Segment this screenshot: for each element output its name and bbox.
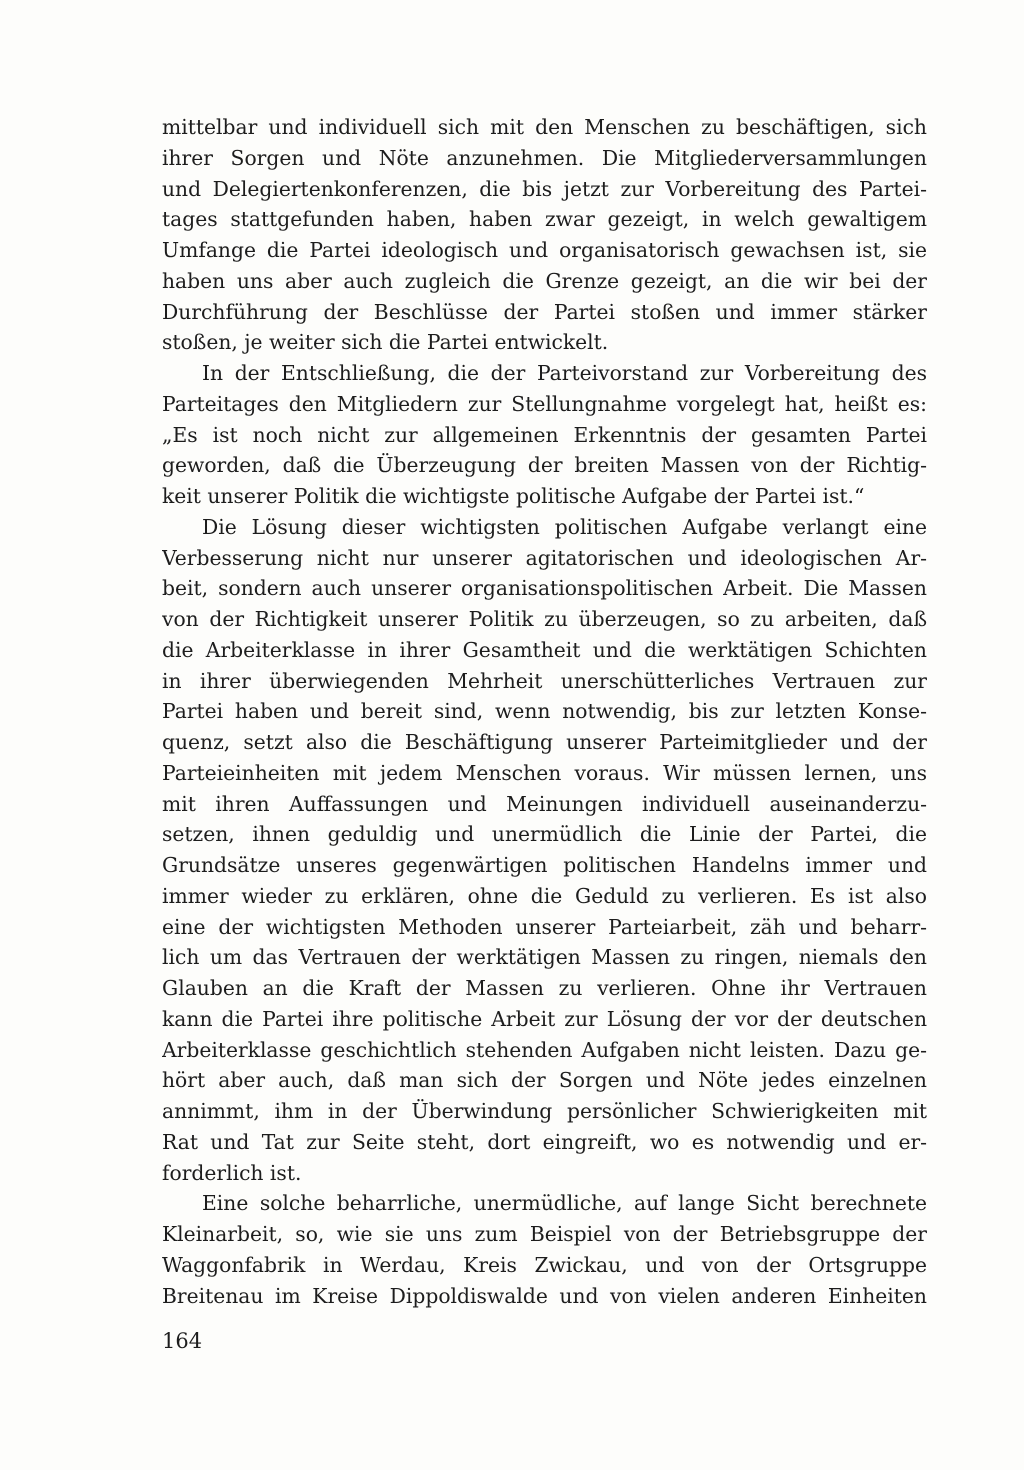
text-line: quenz, setzt also die Beschäftigung unserer Parteimitglieder und der [162, 730, 927, 754]
body-text [162, 112, 927, 1311]
text-line: „Es ist noch nicht zur allgemeinen Erkenntnis der gesamten Partei [162, 422, 927, 447]
text-line: von der Richtigkeit unserer Politik zu überzeugen, so zu arbeiten, daß [162, 607, 927, 631]
text-line: geworden, daß die Überzeugung der breiten Massen von der Richtig- [162, 453, 927, 478]
text-line: kann die Partei ihre politische Arbeit zur Lösung der vor der deutschen [162, 1006, 927, 1031]
text-line: lich um das Vertrauen der werktätigen Massen zu ringen, niemals den [162, 945, 927, 970]
text-line: stoßen, je weiter sich die Partei entwickelt. [162, 330, 609, 355]
text-line: haben uns aber auch zugleich die Grenze gezeigt, an die wir bei der [162, 268, 927, 293]
text-line: Breitenau im Kreise Dippoldiswalde und von vielen anderen Einheiten [162, 1283, 927, 1308]
text-line: Arbeiterklasse geschichtlich stehenden Aufgaben nicht leisten. Dazu ge- [162, 1037, 927, 1062]
text-line: eine der wichtigsten Methoden unserer Parteiarbeit, zäh und beharr- [162, 914, 927, 939]
text-line: keit unserer Politik die wichtigste politische Aufgabe der Partei ist.“ [162, 484, 865, 508]
text-line: Parteitages den Mitgliedern zur Stellungnahme vorgelegt hat, heißt es: [162, 391, 927, 416]
text-line: setzen, ihnen geduldig und unermüdlich die Linie der Partei, die [162, 822, 927, 847]
text-line: Rat und Tat zur Seite steht, dort eingreift, wo es notwendig und er- [162, 1129, 927, 1154]
text-line: Die Lösung dieser wichtigsten politischen Aufgabe verlangt eine [202, 514, 927, 539]
text-line: forderlich ist. [162, 1160, 302, 1185]
text-line: Kleinarbeit, so, wie sie uns zum Beispiel von der Betriebsgruppe der [162, 1222, 927, 1246]
paragraph [162, 112, 927, 358]
text-line: immer wieder zu erklären, ohne die Geduld zu verlieren. Es ist also [162, 883, 927, 908]
text-line: in ihrer überwiegenden Mehrheit unerschütterliches Vertrauen zur [162, 668, 927, 693]
text-line: annimmt, ihm in der Überwindung persönlicher Schwierigkeiten mit [162, 1099, 927, 1123]
text-line: mit ihren Auffassungen und Meinungen individuell auseinanderzu- [162, 791, 927, 816]
text-line: und Delegiertenkonferenzen, die bis jetzt zur Vorbereitung des Partei- [162, 176, 927, 201]
text-line: Umfange die Partei ideologisch und organisatorisch gewachsen ist, sie [162, 238, 927, 262]
text-line: Durchführung der Beschlüsse der Partei stoßen und immer stärker [162, 299, 927, 324]
text-line: Verbesserung nicht nur unserer agitatorischen und ideologischen Ar- [162, 545, 927, 570]
text-line: ihrer Sorgen und Nöte anzunehmen. Die Mitgliederversammlungen [162, 145, 927, 170]
paragraph [162, 512, 927, 1189]
text-line: mittelbar und individuell sich mit den Menschen zu beschäftigen, sich [162, 115, 927, 139]
text-line: Waggonfabrik in Werdau, Kreis Zwickau, und von der Ortsgruppe [162, 1252, 927, 1277]
text-line: Glauben an die Kraft der Massen zu verlieren. Ohne ihr Vertrauen [162, 976, 927, 1000]
text-line: hört aber auch, daß man sich der Sorgen und Nöte jedes einzelnen [162, 1068, 927, 1093]
text-line: Parteieinheiten mit jedem Menschen voraus. Wir müssen lernen, uns [162, 760, 927, 785]
text-line: Grundsätze unseres gegenwärtigen politischen Handelns immer und [162, 853, 927, 877]
paragraph [162, 358, 927, 512]
text-line: tages stattgefunden haben, haben zwar gezeigt, in welch gewaltigem [162, 207, 927, 232]
text-line: In der Entschließung, die der Parteivorstand zur Vorbereitung des [202, 361, 927, 385]
text-line: die Arbeiterklasse in ihrer Gesamtheit und die werktätigen Schichten [162, 637, 927, 662]
text-line: Eine solche beharrliche, unermüdliche, auf lange Sicht berechnete [202, 1191, 927, 1216]
page-number: 164 [162, 1329, 203, 1353]
paragraph [162, 1188, 927, 1311]
text-line: Partei haben und bereit sind, wenn notwendig, bis zur letzten Konse- [162, 699, 927, 724]
text-line: beit, sondern auch unserer organisationspolitischen Arbeit. Die Massen [162, 576, 927, 601]
